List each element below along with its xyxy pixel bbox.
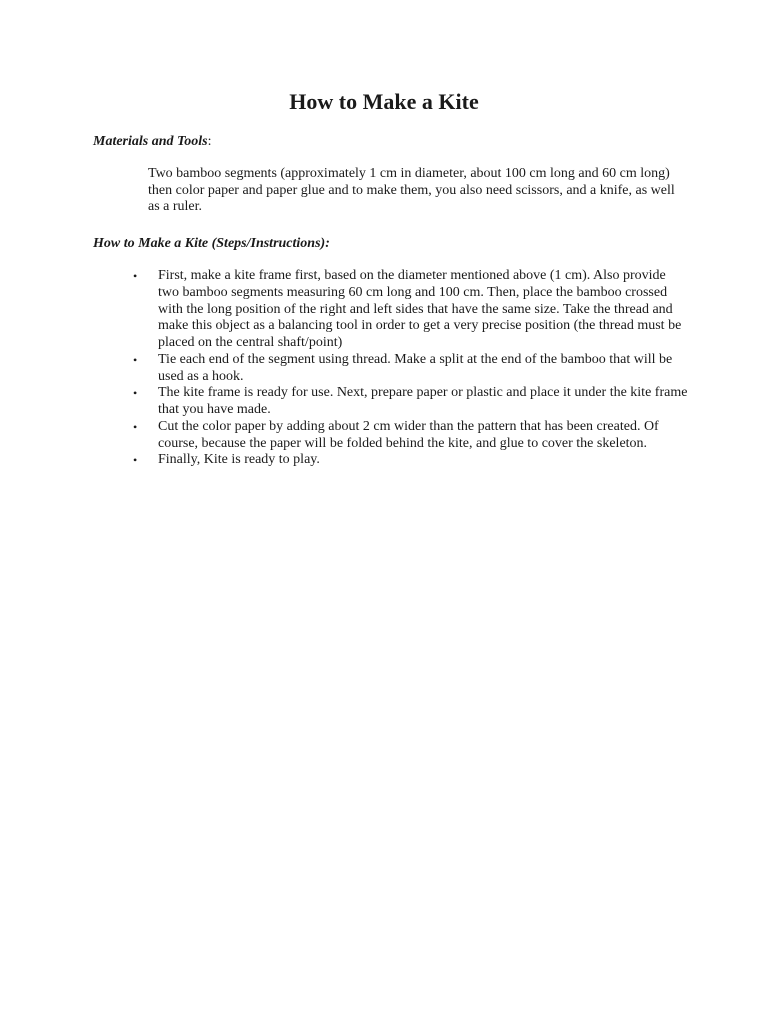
bullet-icon: • bbox=[133, 419, 138, 434]
steps-heading: How to Make a Kite (Steps/Instructions): bbox=[93, 236, 330, 251]
step-text: Tie each end of the segment using thread. Make a split at the end of the bamboo that will be used as a hook. bbox=[158, 351, 673, 384]
list-item bbox=[128, 352, 688, 386]
step-text: Finally, Kite is ready to play. bbox=[158, 452, 320, 468]
materials-heading-colon: : bbox=[207, 134, 212, 149]
materials-heading bbox=[93, 133, 212, 150]
list-item bbox=[128, 385, 688, 419]
page-title: How to Make a Kite bbox=[289, 89, 479, 114]
list-item bbox=[128, 452, 688, 469]
step-text: The kite frame is ready for use. Next, prepare paper or plastic and place it under the kite frame that you have made. bbox=[158, 385, 688, 417]
materials-heading-label: Materials and Tools bbox=[93, 134, 208, 149]
bullet-icon: • bbox=[133, 269, 138, 283]
step-text: First, make a kite frame first, based on the diameter mentioned above (1 cm). Also provide two bamboo segments measuring 60 cm long and 100 cm. Then, place the bamboo crossed with the long position of the right and left sides that have the same size. Take the thread and make this object as a balancing tool in order to get a very precise position (the thread must be placed on the central shaft/point) bbox=[158, 268, 682, 350]
bullet-icon: • bbox=[133, 386, 138, 401]
list-item bbox=[128, 268, 688, 352]
bullet-icon: • bbox=[133, 453, 138, 468]
steps-list bbox=[128, 268, 688, 469]
materials-paragraph: Two bamboo segments (approximately 1 cm in diameter, about 100 cm long and 60 cm long) then color paper and paper glue and to make them, you also need scissors, and a knife, as well as a ruler. bbox=[148, 166, 675, 214]
list-item bbox=[128, 419, 688, 453]
step-text: Cut the color paper by adding about 2 cm wider than the pattern that has been created. Of course, because the paper will be folded behind the kite, and glue to cover the skeleton. bbox=[158, 418, 659, 451]
bullet-icon: • bbox=[133, 352, 138, 367]
